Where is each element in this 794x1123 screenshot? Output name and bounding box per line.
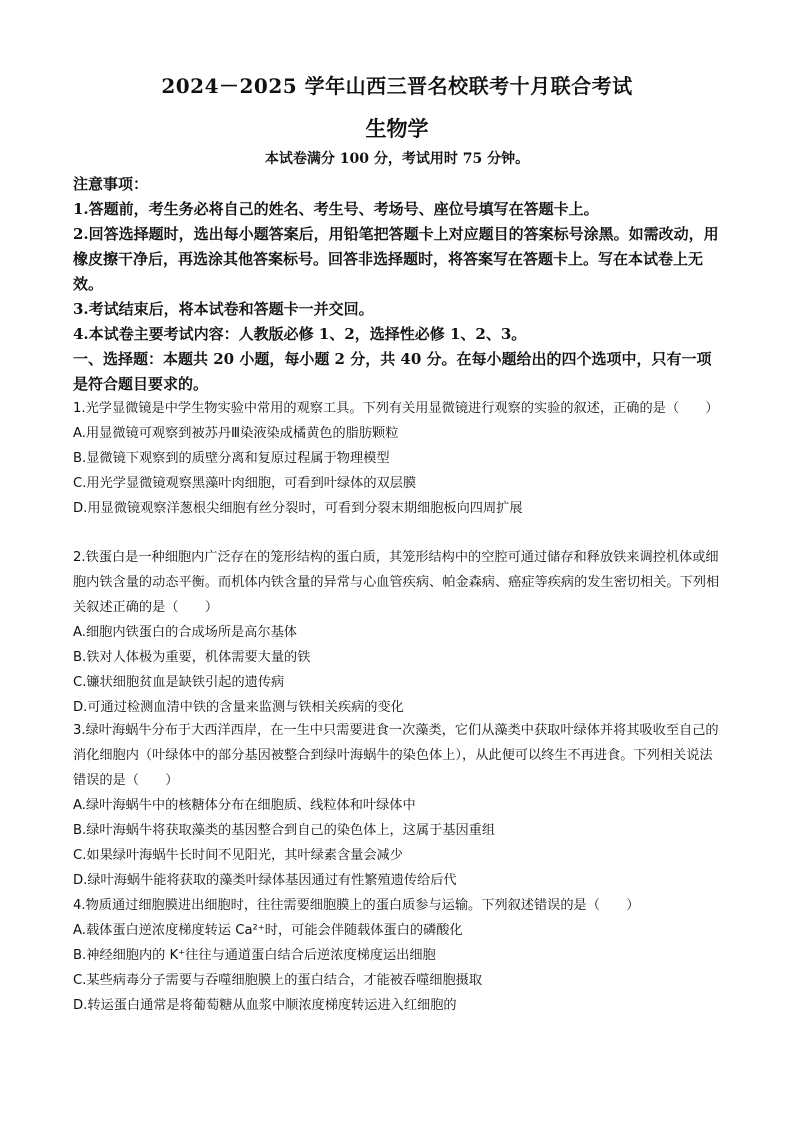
- option-b: B.显微镜下观察到的质壁分离和复原过程属于物理模型: [73, 451, 390, 466]
- question-4: [73, 893, 723, 1018]
- question-2: [73, 545, 723, 720]
- option-b: B.绿叶海蜗牛将获取藻类的基因整合到自己的染色体上，这属于基因重组: [73, 823, 496, 838]
- note-item-3: 3.考试结束后，将本试卷和答题卡一并交回。: [73, 300, 374, 318]
- notes-heading: 注意事项：: [73, 175, 149, 193]
- note-item-4: 4.本试卷主要考试内容：人教版必修 1、2，选择性必修 1、2、3。: [73, 325, 527, 343]
- question-3: [73, 718, 723, 893]
- option-a: A.绿叶海蜗牛中的核糖体分布在细胞质、线粒体和叶绿体中: [73, 798, 416, 813]
- option-d: D.绿叶海蜗牛能将获取的藻类叶绿体基因通过有性繁殖遗传给后代: [73, 873, 457, 888]
- exam-title: 2024－2025 学年山西三晋名校联考十月联合考试: [161, 74, 633, 98]
- option-c: C.某些病毒分子需要与吞噬细胞膜上的蛋白结合，才能被吞噬细胞摄取: [73, 973, 483, 988]
- note-item-2: 2.回答选择题时，选出每小题答案后，用铅笔把答题卡上对应题目的答案标号涂黑。如需改动，用橡皮擦干净后，再选涂其他答案标号。回答非选择题时，将答案写在答题卡上。写在本试卷上无效。: [73, 225, 719, 293]
- option-d: D.用显微镜观察洋葱根尖细胞有丝分裂时，可看到分裂末期细胞板向四周扩展: [73, 501, 523, 516]
- option-b: B.神经细胞内的 K⁺往往与通道蛋白结合后逆浓度梯度运出细胞: [73, 948, 436, 963]
- option-c: C.如果绿叶海蜗牛长时间不见阳光，其叶绿素含量会减少: [73, 848, 403, 863]
- notes-section: [73, 172, 723, 397]
- option-a: A.载体蛋白逆浓度梯度转运 Ca²⁺时，可能会伴随载体蛋白的磷酸化: [73, 923, 463, 938]
- question-stem: 4.物质通过细胞膜进出细胞时，往往需要细胞膜上的蛋白质参与运输。下列叙述错误的是（ ）: [73, 898, 640, 913]
- question-1: [73, 396, 723, 521]
- option-c: C.镰状细胞贫血是缺铁引起的遗传病: [73, 675, 285, 690]
- option-b: B.铁对人体极为重要，机体需要大量的铁: [73, 650, 311, 665]
- option-c: C.用光学显微镜观察黑藻叶肉细胞，可看到叶绿体的双层膜: [73, 476, 417, 491]
- option-a: A.用显微镜可观察到被苏丹Ⅲ染液染成橘黄色的脂肪颗粒: [73, 426, 399, 441]
- section-heading: 一、选择题：本题共 20 小题，每小题 2 分，共 40 分。在每小题给出的四个选项中，只有一项是符合题目要求的。: [73, 350, 712, 393]
- question-stem: 3.绿叶海蜗牛分布于大西洋西岸，在一生中只需要进食一次藻类，它们从藻类中获取叶绿体并将其吸收至自己的消化细胞内（叶绿体中的部分基因被整合到绿叶海蜗牛的染色体上），从此便可以终生不再进食。下列相关说法错误的是（ ）: [73, 723, 719, 788]
- question-stem: 2.铁蛋白是一种细胞内广泛存在的笼形结构的蛋白质，其笼形结构中的空腔可通过储存和释放铁来调控机体或细胞内铁含量的动态平衡。而机体内铁含量的异常与心血管疾病、帕金森病、癌症等疾病的发生密切相关。下列相关叙述正确的是（ ）: [73, 550, 720, 615]
- option-d: D.可通过检测血清中铁的含量来监测与铁相关疾病的变化: [73, 700, 404, 715]
- score-note: 本试卷满分 100 分，考试用时 75 分钟。: [264, 151, 530, 167]
- option-d: D.转运蛋白通常是将葡萄糖从血浆中顺浓度梯度转运进入红细胞的: [73, 998, 457, 1013]
- subject-title: 生物学: [365, 116, 429, 141]
- note-item-1: 1.答题前，考生务必将自己的姓名、考生号、考场号、座位号填写在答题卡上。: [73, 200, 599, 218]
- option-a: A.细胞内铁蛋白的合成场所是高尔基体: [73, 625, 297, 640]
- question-stem: 1.光学显微镜是中学生物实验中常用的观察工具。下列有关用显微镜进行观察的实验的叙述，正确的是（ ）: [73, 401, 719, 416]
